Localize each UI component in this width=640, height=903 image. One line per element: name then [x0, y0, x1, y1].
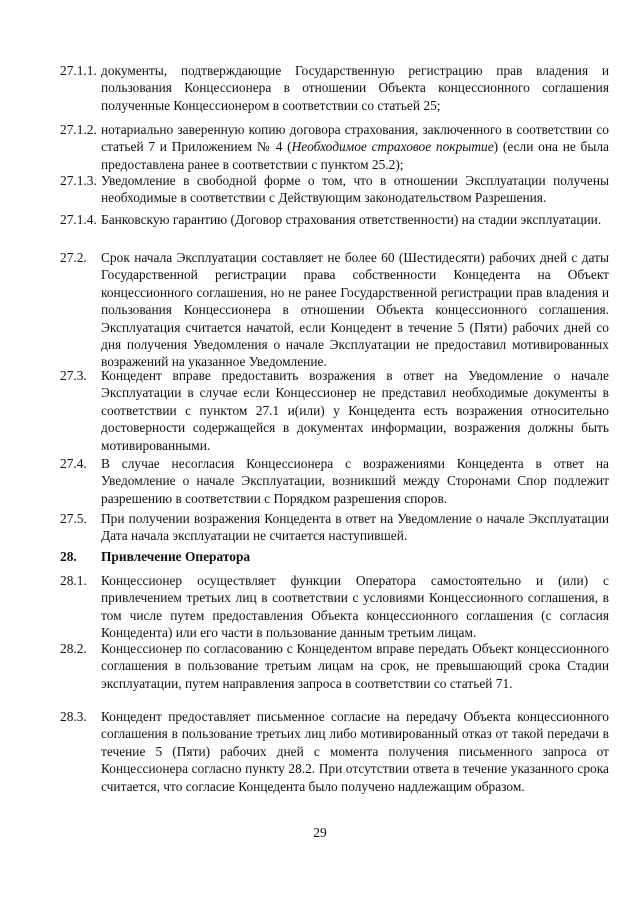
clause-text: Уведомление в свободной форме о том, что в отношении Эксплуатации получены необходимые в соответствии с Действующим законодательством Разрешения. [101, 173, 609, 206]
section-title: Привлечение Оператора [101, 549, 251, 564]
clause-text: При получении возражения Концедента в ответ на Уведомление о начале Эксплуатации Дата начала эксплуатации не считается наступившей. [101, 511, 609, 544]
clause-number: 27.2. [60, 250, 87, 265]
clause-27-3 [60, 367, 609, 454]
clause-text: Концессионер осуществляет функции Оператора самостоятельно и (или) с привлечением третьих лиц в соответствии с условиями Концессионного соглашения, в том числе путем предоставления Объекта концессионного соглашения (с согласия Концедента) или его части в пользование данным третьим лицам. [101, 573, 609, 641]
clause-28-2 [60, 640, 609, 710]
clause-27-4 [60, 455, 609, 507]
clause-number: 27.1.1. [60, 63, 97, 78]
clause-number: 27.1.4. [60, 212, 97, 227]
clause-text-italic: Необходимое страховое покрытие [291, 139, 494, 155]
clause-number: 27.3. [60, 368, 87, 383]
clause-27-1-4 [60, 211, 609, 246]
clause-text-part: ) (если она не была предоставлена ранее в соответствии с пунктом 25.2); [101, 139, 609, 172]
section-number: 28. [60, 549, 77, 564]
clause-text: документы, подтверждающие Государственную регистрацию прав владения и пользования Концессионера в отношении Объекта концессионного соглашения полученные Концессионером в соответствии со статьей 25; [101, 63, 609, 113]
clause-number: 27.1.2. [60, 122, 97, 137]
clause-text: Концедент вправе предоставить возражения в ответ на Уведомление о начале Эксплуатации в случае если Концессионер не представил необходимые документы в соответствии с пунктом 27.1 и(или) у Концедента есть возражения относительно достоверности содержащейся в документах информации, возражения должны быть мотивированными. [101, 368, 609, 453]
clause-text: В случае несогласия Концессионера с возражениями Концедента в ответ на Уведомление о начале Эксплуатации, возникший между Сторонами Спор подлежит разрешению в соответствии с Порядком разрешения споров. [101, 456, 609, 506]
clause-number: 28.1. [60, 573, 87, 588]
clause-27-1-2 [60, 121, 609, 173]
clause-number: 27.5. [60, 511, 87, 526]
clause-27-2 [60, 249, 609, 371]
clause-28-3 [60, 708, 609, 813]
clause-27-1-1 [60, 62, 609, 114]
clause-28-1 [60, 572, 609, 642]
clause-text: Концессионер по согласованию с Концедентом вправе передать Объект концессионного соглашения в пользование третьим лицам на срок, не превышающий срока Стадии эксплуатации, путем направления запроса в соответствии со статьей 71. [101, 641, 609, 691]
clause-text: Срок начала Эксплуатации составляет не более 60 (Шестидесяти) рабочих дней с даты Государственной регистрации права собственности Концедента на Объект концессионного соглашения, но не ранее Государственной регистрации прав владения и пользования Концессионера в отношении Объекта концессионного соглашения. Эксплуатация считается начатой, если Концедент в течение 5 (Пяти) рабочих дней со дня получения Уведомления о начале Эксплуатации не предоставил мотивированных возражений на указанное Уведомление. [101, 250, 609, 370]
clause-text-part: нотариально заверенную копию договора страхования, заключенного в соответствии со статьей 7 и Приложением № 4 ( [101, 122, 609, 155]
clause-text: Банковскую гарантию (Договор страхования ответственности) на стадии эксплуатации. [101, 212, 602, 227]
clause-text [101, 121, 609, 173]
clause-text: Концедент предоставляет письменное согласие на передачу Объекта концессионного соглашения в пользование третьих лиц либо мотивированный отказ от такой передачи в течение 5 (Пяти) рабочих дней с момента получения письменного запроса от Концессионера согласно пункту 28.2. При отсутствии ответа в течение указанного срока считается, что согласие Концедента было получено надлежащим образом. [101, 709, 609, 794]
clause-27-1-3 [60, 172, 609, 207]
clause-number: 27.1.3. [60, 173, 97, 188]
clause-number: 28.2. [60, 641, 87, 656]
clause-number: 28.3. [60, 709, 87, 724]
clause-27-5 [60, 510, 609, 545]
page-number: 29 [313, 825, 327, 840]
clause-number: 27.4. [60, 456, 87, 471]
section-heading-28 [60, 548, 609, 566]
